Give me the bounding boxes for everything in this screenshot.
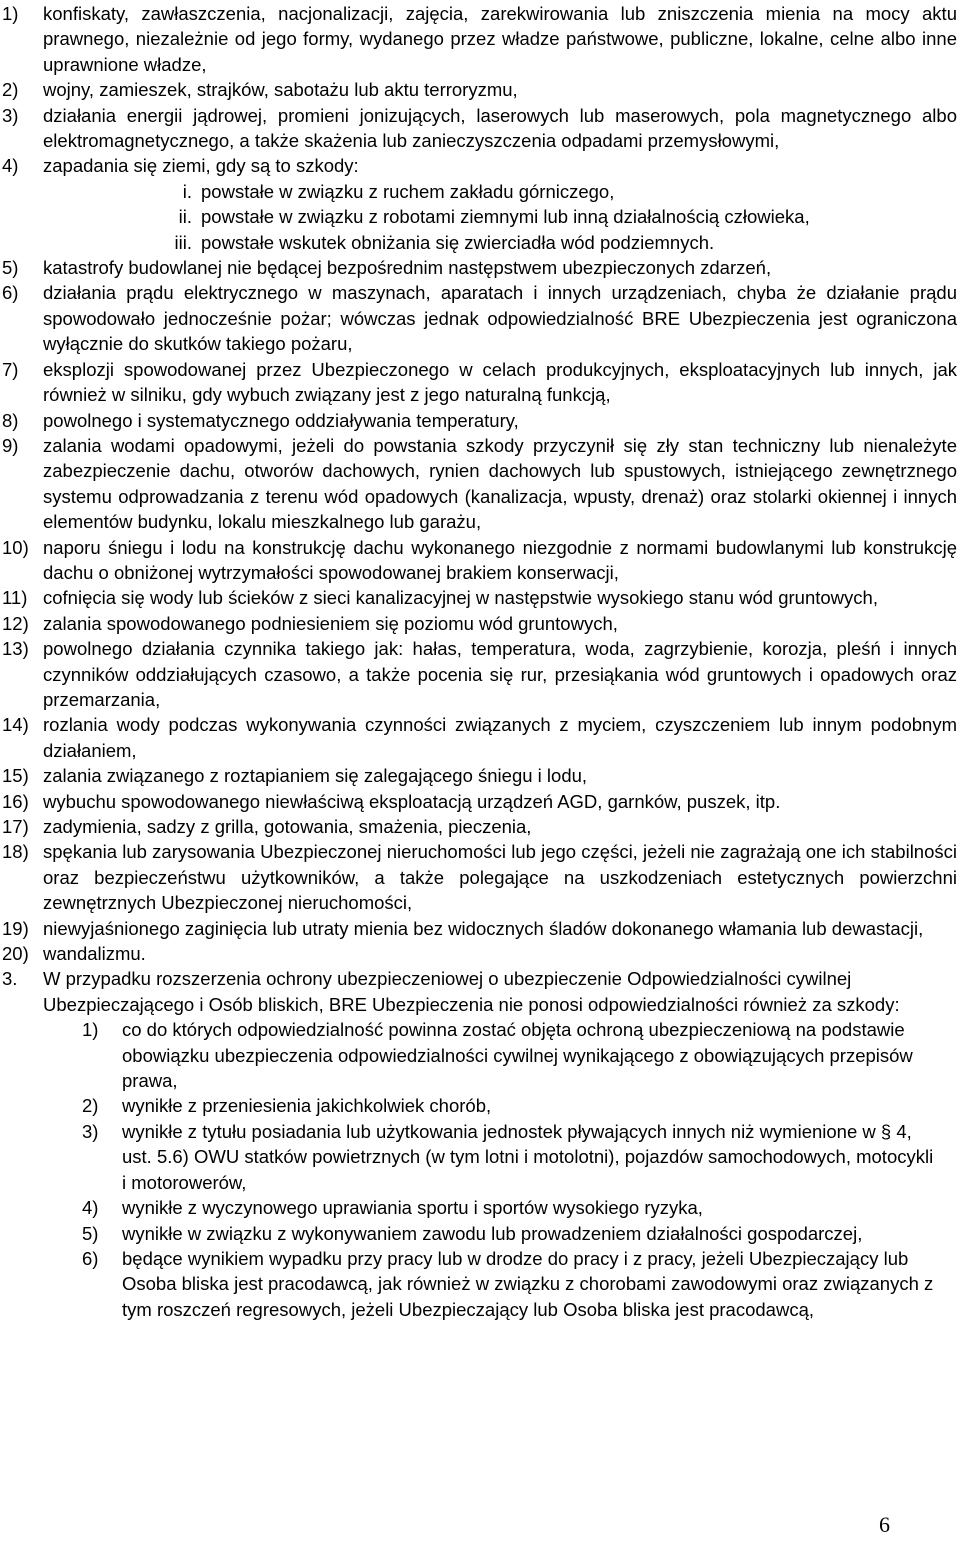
list-item-text: katastrofy budowlanej nie będącej bezpośrednim następstwem ubezpieczonych zdarzeń, bbox=[43, 257, 772, 279]
list-item-number: 11) bbox=[2, 587, 28, 609]
list-item bbox=[2, 77, 957, 102]
list-item bbox=[2, 763, 957, 788]
list-item-number: 7) bbox=[2, 358, 19, 380]
list-item-text: powolnego i systematycznego oddziaływania temperatury, bbox=[43, 409, 519, 431]
subsidence-sub-list bbox=[2, 179, 958, 255]
list-item-text: działania prądu elektrycznego w maszynach, aparatach i innych urządzeniach, chyba że działanie prądu spowodowało jednocześnie pożar; wówczas jednak odpowiedzialność BRE Ubezpieczenia jest ograniczona wyłącznie do skutków takiego pożaru, bbox=[43, 282, 957, 355]
list-item bbox=[2, 789, 957, 814]
list-item-text: wynikłe w związku z wykonywaniem zawodu lub prowadzeniem działalności gospodarczej, bbox=[122, 1222, 863, 1244]
list-item bbox=[2, 1119, 938, 1195]
list-item bbox=[2, 153, 957, 178]
exclusions-list-part2 bbox=[2, 255, 958, 966]
list-item-number: 5) bbox=[82, 1222, 99, 1244]
exclusions-list-part1 bbox=[2, 1, 958, 179]
list-item bbox=[2, 103, 957, 154]
list-item-number: 17) bbox=[2, 816, 29, 837]
list-item-text: wynikłe z wyczynowego uprawiania sportu i sportów wysokiego ryzyka, bbox=[122, 1197, 703, 1219]
sub-list-item bbox=[2, 230, 957, 255]
list-item bbox=[2, 255, 957, 280]
sub-list-item-text: powstałe w związku z ruchem zakładu górniczego, bbox=[201, 180, 615, 202]
list-item-number: 2) bbox=[82, 1095, 99, 1117]
list-item-number: 3) bbox=[82, 1120, 99, 1142]
list-item-number: 15) bbox=[2, 765, 29, 787]
list-item bbox=[2, 814, 957, 839]
sub-list-item-number: iii. bbox=[174, 231, 192, 253]
section-3-paragraph bbox=[2, 966, 957, 1017]
list-item-text: zalania związanego z roztapianiem się zalegającego śniegu i lodu, bbox=[43, 765, 588, 787]
list-item-text: powolnego działania czynnika takiego jak: hałas, temperatura, woda, zagrzybienie, korozja, pleśń i innych czynników oddziałujących czasowo, a także pocenia się rur, przesiąkania wód gruntowych i opadowych oraz przemarzania, bbox=[43, 638, 957, 710]
list-item-text: rozlania wody podczas wykonywania czynności związanych z myciem, czyszczeniem lub innym podobnym działaniem, bbox=[43, 714, 957, 761]
list-item-text: będące wynikiem wypadku przy pracy lub w drodze do pracy i z pracy, jeżeli Ubezpieczający lub Osoba bliska jest pracodawcą, jak również w związku z chorobami zawodowymi oraz związanych z tym roszczeń regresowych, jeżeli Ubezpieczający lub Osoba bliska jest pracodawcą, bbox=[122, 1247, 934, 1320]
liability-exclusions-list bbox=[2, 1017, 958, 1322]
list-item-number: 6) bbox=[82, 1247, 99, 1269]
list-item-number: 8) bbox=[2, 409, 19, 431]
list-item-text: spękania lub zarysowania Ubezpieczonej nieruchomości lub jego części, jeżeli nie zagrażają one ich stabilności oraz bezpieczeństwu użytkowników, a także polegające na uszkodzeniach estetycznych powierzchni zewnętrznych Ubezpieczonej nieruchomości, bbox=[43, 841, 957, 914]
list-item-text: zapadania się ziemi, gdy są to szkody: bbox=[43, 155, 359, 177]
list-item bbox=[2, 1017, 938, 1093]
list-item-number: 16) bbox=[2, 790, 29, 812]
section-text: W przypadku rozszerzenia ochrony ubezpieczeniowej o ubezpieczenie Odpowiedzialności cywilnej Ubezpieczającego i Osób bliskich, BRE Ubezpieczenia nie ponosi odpowiedzialności również za szkody: bbox=[43, 968, 900, 1015]
list-item bbox=[2, 1093, 938, 1118]
list-item bbox=[2, 1221, 938, 1246]
list-item-text: wynikłe z tytułu posiadania lub użytkowania jednostek pływających innych niż wymienione w § 4, ust. 5.6) OWU statków powietrznych (w tym lotni i motolotni), pojazdów samochodowych, motocykli i motorowerów, bbox=[122, 1120, 934, 1193]
list-item-text: konfiskaty, zawłaszczenia, nacjonalizacji, zajęcia, zarekwirowania lub zniszczenia mienia na mocy aktu prawnego, niezależnie od jego formy, wydanego przez władze państwowe, publiczne, lokalne, celne albo inne uprawnione władze, bbox=[43, 3, 957, 75]
list-item-text: działania energii jądrowej, promieni jonizujących, laserowych lub maserowych, pola magnetycznego albo elektromagnetycznego, a także skażenia lub zanieczyszczenia odpadami przemysłowymi, bbox=[43, 104, 957, 152]
list-item-number: 9) bbox=[2, 434, 19, 456]
document-content bbox=[2, 1, 958, 1322]
list-item bbox=[2, 585, 957, 610]
list-item bbox=[2, 712, 957, 763]
list-item bbox=[2, 535, 957, 586]
list-item bbox=[2, 636, 957, 712]
list-item-text: wybuchu spowodowanego niewłaściwą eksploatacją urządzeń AGD, garnków, puszek, itp. bbox=[43, 790, 781, 812]
list-item-number: 6) bbox=[2, 282, 19, 304]
list-item-number: 1) bbox=[82, 1019, 99, 1041]
list-item bbox=[2, 408, 957, 433]
section-number: 3. bbox=[2, 968, 18, 990]
list-item-number: 4) bbox=[82, 1197, 99, 1219]
list-item-text: wandalizmu. bbox=[43, 943, 146, 965]
list-item-number: 14) bbox=[2, 714, 29, 736]
list-item-number: 12) bbox=[2, 612, 29, 634]
sub-list-item-text: powstałe wskutek obniżania się zwierciadła wód podziemnych. bbox=[201, 231, 715, 253]
list-item-number: 10) bbox=[2, 536, 29, 558]
list-item bbox=[2, 280, 957, 356]
list-item bbox=[2, 357, 957, 408]
list-item-text: cofnięcia się wody lub ścieków z sieci kanalizacyjnej w następstwie wysokiego stanu wód gruntowych, bbox=[43, 587, 878, 609]
list-item bbox=[2, 1195, 938, 1220]
list-item-text: naporu śniegu i lodu na konstrukcję dachu wykonanego niezgodnie z normami budowlanymi lub konstrukcję dachu o obniżonej wytrzymałości spowodowanej brakiem konserwacji, bbox=[43, 536, 957, 583]
sub-list-item-number: i. bbox=[182, 180, 192, 202]
list-item-text: zadymienia, sadzy z grilla, gotowania, smażenia, pieczenia, bbox=[43, 816, 532, 837]
list-item bbox=[2, 839, 957, 915]
list-item-number: 1) bbox=[2, 3, 19, 24]
list-item-number: 2) bbox=[2, 79, 19, 101]
list-item bbox=[2, 1, 957, 77]
list-item-number: 18) bbox=[2, 841, 29, 863]
list-item bbox=[2, 433, 957, 535]
sub-list-item-number: ii. bbox=[178, 206, 192, 228]
list-item-number: 4) bbox=[2, 155, 19, 177]
list-item-number: 3) bbox=[2, 104, 19, 126]
list-item-text: zalania wodami opadowymi, jeżeli do powstania szkody przyczynił się zły stan techniczny lub nienależyte zabezpieczenie dachu, otworów dachowych, rynien dachowych lub spustowych, istniejącego zewnętrznego systemu odprowadzania z terenu wód opadowych (kanalizacja, wpusty, drenaż) oraz stolarki okiennej i innych elementów budynku, lokalu mieszkalnego lub garażu, bbox=[43, 434, 957, 533]
sub-list-item bbox=[2, 179, 957, 204]
list-item-number: 19) bbox=[2, 917, 29, 939]
list-item-text: wojny, zamieszek, strajków, sabotażu lub aktu terroryzmu, bbox=[43, 79, 518, 101]
list-item-number: 5) bbox=[2, 257, 19, 279]
list-item-text: zalania spowodowanego podniesieniem się poziomu wód gruntowych, bbox=[43, 612, 618, 634]
list-item bbox=[2, 611, 957, 636]
list-item-text: wynikłe z przeniesienia jakichkolwiek chorób, bbox=[122, 1095, 492, 1117]
list-item bbox=[2, 916, 957, 941]
sub-list-item bbox=[2, 204, 957, 229]
list-item bbox=[2, 1246, 938, 1322]
list-item-number: 13) bbox=[2, 638, 29, 660]
list-item-text: niewyjaśnionego zaginięcia lub utraty mienia bez widocznych śladów dokonanego włamania lub dewastacji, bbox=[43, 917, 924, 939]
list-item-text: eksplozji spowodowanej przez Ubezpieczonego w celach produkcyjnych, eksploatacyjnych lub innych, jak również w silniku, gdy wybuch związany jest z jego naturalną funkcją, bbox=[43, 358, 957, 406]
list-item-text: co do których odpowiedzialność powinna zostać objęta ochroną ubezpieczeniową na podstawie obowiązku ubezpieczenia odpowiedzialności cywilnej wynikającego z obowiązujących przepisów prawa, bbox=[122, 1019, 913, 1092]
list-item-number: 20) bbox=[2, 943, 29, 965]
list-item bbox=[2, 941, 957, 966]
sub-list-item-text: powstałe w związku z robotami ziemnymi lub inną działalnością człowieka, bbox=[201, 206, 810, 228]
page-number: 6 bbox=[879, 1512, 890, 1537]
